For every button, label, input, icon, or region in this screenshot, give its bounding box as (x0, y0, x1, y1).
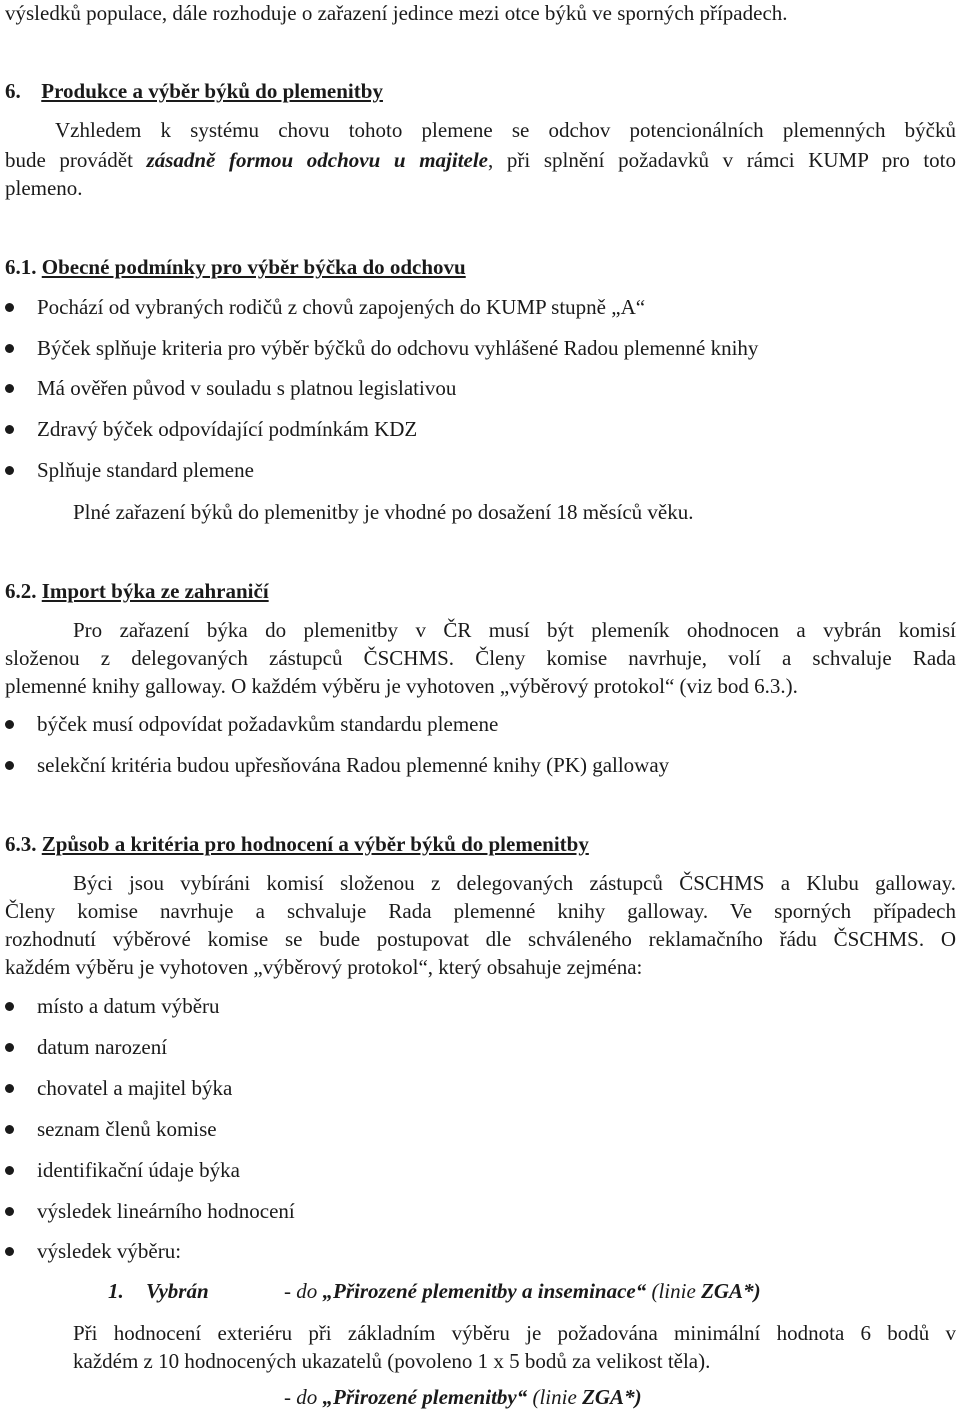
list-item: Splňuje standard plemene (37, 458, 254, 482)
text-run: - do (284, 1279, 323, 1303)
text-run: , při splnění požadavků v rámci KUMP pro toto (488, 148, 956, 172)
paragraph-line: Při hodnocení exteriéru při základním výběru je požadována minimální hodnota 6 bodů v (73, 1321, 956, 1345)
list-item: chovatel a majitel býka (37, 1076, 233, 1100)
result-description (284, 1384, 642, 1410)
list-item: výsledek výběru: (37, 1239, 182, 1263)
bullet-icon (5, 1043, 14, 1052)
continued-text-line: výsledků populace, dále rozhoduje o zařazení jedince mezi otce býků ve sporných případech. (5, 1, 788, 25)
section-number: 6.3. (5, 832, 37, 856)
section-title: Způsob a kritéria pro hodnocení a výběr býků do plemenitby (41, 832, 589, 856)
note-line: Plné zařazení býků do plemenitby je vhodné po dosažení 18 měsíců věku. (73, 500, 694, 524)
paragraph-line: Vzhledem k systému chovu tohoto plemene se odchov potencionálních plemenných býčků (55, 118, 956, 142)
emphasis-text: „Přirozené plemenitby“ (322, 1385, 528, 1409)
section-number: 6.1. (5, 255, 37, 279)
emphasis-text: ZGA*) (582, 1385, 642, 1409)
result-label: Vybrán (146, 1279, 209, 1303)
result-description (284, 1278, 761, 1304)
list-item: místo a datum výběru (37, 994, 220, 1018)
paragraph-line: plemeno. (5, 176, 83, 200)
bullet-icon (5, 425, 14, 434)
list-item: býček musí odpovídat požadavkům standardu plemene (37, 712, 499, 736)
paragraph-line: Pro zařazení býka do plemenitby v ČR musí být plemeník ohodnocen a vybrán komisí (73, 618, 956, 642)
paragraph-line: každém z 10 hodnocených ukazatelů (povoleno 1 x 5 bodů za velikost těla). (73, 1349, 711, 1373)
bullet-icon (5, 384, 14, 393)
paragraph-line (5, 147, 956, 173)
paragraph-line: rozhodnutí výběrové komise se bude postupovat dle schváleného reklamačního řádu ČSCHMS. O (5, 927, 956, 951)
bullet-icon (5, 344, 14, 353)
text-run: (linie (527, 1385, 583, 1409)
paragraph-line: složenou z delegovaných zástupců ČSCHMS. Členy komise navrhuje, volí a schvaluje Rada (5, 646, 956, 670)
section-title: Import býka ze zahraničí (41, 579, 269, 603)
bullet-icon (5, 1247, 14, 1256)
section-number: 6.2. (5, 579, 37, 603)
section-6-3-heading (5, 831, 589, 857)
bullet-icon (5, 720, 14, 729)
section-6-1-heading (5, 254, 466, 280)
bullet-icon (5, 1166, 14, 1175)
text-run: - do (284, 1385, 323, 1409)
bullet-icon (5, 303, 14, 312)
section-6-heading (5, 78, 383, 104)
emphasis-text: ZGA*) (701, 1279, 761, 1303)
list-item: výsledek lineárního hodnocení (37, 1199, 295, 1223)
bullet-icon (5, 1084, 14, 1093)
section-6-2-heading (5, 578, 269, 604)
section-number: 6. (5, 79, 21, 103)
paragraph-line: Býci jsou vybíráni komisí složenou z delegovaných zástupců ČSCHMS a Klubu galloway. (73, 871, 956, 895)
section-title: Produkce a výběr býků do plemenitby (41, 79, 383, 103)
emphasis-text: „Přirozené plemenitby a inseminace“ (322, 1279, 647, 1303)
list-item: selekční kritéria budou upřesňována Radou plemenné knihy (PK) galloway (37, 753, 670, 777)
paragraph-line: každém výběru je vyhotoven „výběrový protokol“, který obsahuje zejména: (5, 955, 643, 979)
paragraph-line: plemenné knihy galloway. O každém výběru je vyhotoven „výběrový protokol“ (viz bod 6.3.). (5, 674, 798, 698)
emphasis-text: zásadně formou odchovu u majitele (146, 148, 489, 172)
paragraph-line: Členy komise navrhuje a schvaluje Rada plemenné knihy galloway. Ve sporných případech (5, 899, 956, 923)
section-title: Obecné podmínky pro výběr býčka do odchovu (41, 255, 466, 279)
result-number: 1. (108, 1279, 124, 1303)
list-item: identifikační údaje býka (37, 1158, 240, 1182)
bullet-icon (5, 1125, 14, 1134)
bullet-icon (5, 466, 14, 475)
bullet-icon (5, 761, 14, 770)
list-item: Býček splňuje kriteria pro výběr býčků do odchovu vyhlášené Radou plemenné knihy (37, 336, 759, 360)
list-item: seznam členů komise (37, 1117, 217, 1141)
list-item: Má ověřen původ v souladu s platnou legislativou (37, 376, 457, 400)
text-run: bude provádět (5, 148, 147, 172)
text-run: (linie (646, 1279, 702, 1303)
list-item: Zdravý býček odpovídající podmínkám KDZ (37, 417, 418, 441)
bullet-icon (5, 1002, 14, 1011)
list-item: datum narození (37, 1035, 168, 1059)
bullet-icon (5, 1207, 14, 1216)
list-item: Pochází od vybraných rodičů z chovů zapojených do KUMP stupně „A“ (37, 295, 646, 319)
